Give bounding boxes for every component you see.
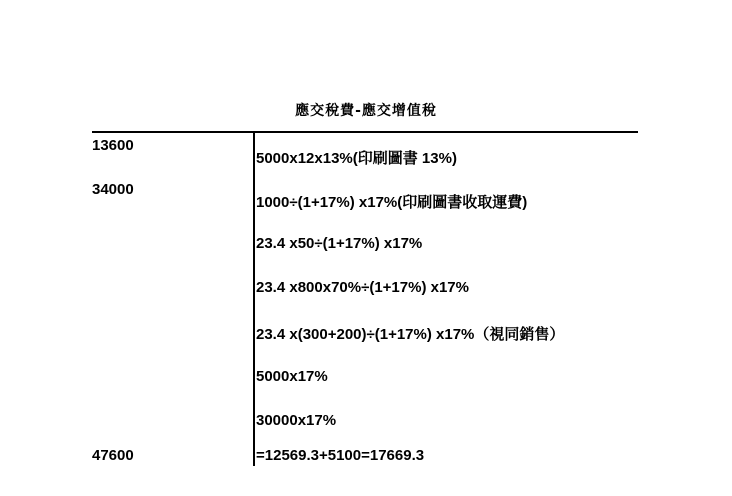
debit-entry-1: 13600	[92, 137, 134, 154]
credit-entry-4: 23.4 x800x70%÷(1+17%) x17%	[256, 279, 469, 296]
debit-entry-2: 34000	[92, 181, 134, 198]
credit-entry-5: 23.4 x(300+200)÷(1+17%) x17%（視同銷售）	[256, 326, 565, 343]
debit-total: 47600	[92, 447, 134, 464]
ledger-vertical-rule	[253, 131, 255, 466]
credit-entry-6: 5000x17%	[256, 368, 328, 385]
credit-entry-7: 30000x17%	[256, 412, 337, 429]
ledger-horizontal-rule	[92, 131, 638, 133]
credit-total: =12569.3+5100=17669.3	[256, 447, 425, 464]
credit-entry-3: 23.4 x50÷(1+17%) x17%	[256, 235, 423, 252]
credit-entry-2: 1000÷(1+17%) x17%(印刷圖書收取運費)	[256, 194, 528, 211]
ledger-title: 應交稅費-應交增值稅	[295, 103, 437, 119]
credit-entry-1: 5000x12x13%(印刷圖書 13%)	[256, 150, 457, 167]
